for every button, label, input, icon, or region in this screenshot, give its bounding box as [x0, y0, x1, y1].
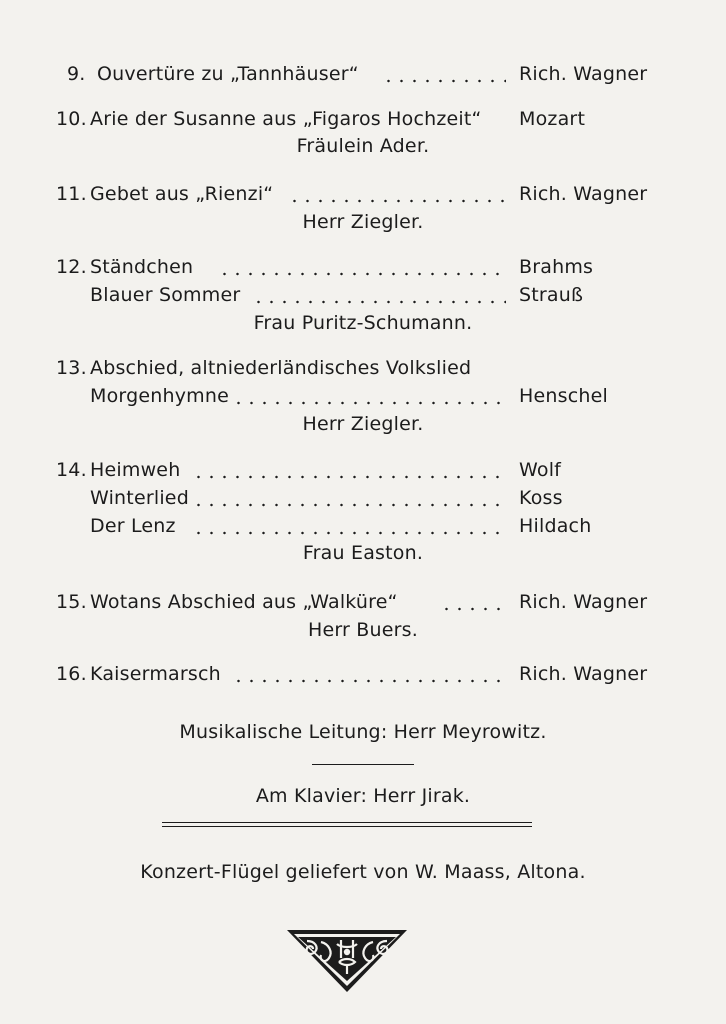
- item-number: 13.: [56, 357, 87, 379]
- leader-dots: [382, 79, 506, 83]
- leader-dots: [232, 679, 506, 683]
- composer: Rich. Wagner: [519, 663, 648, 685]
- piano-supplier: Konzert-Flügel geliefert von W. Maass, Altona.: [140, 861, 586, 883]
- composer: Strauß: [519, 284, 584, 306]
- performer: Herr Ziegler.: [302, 413, 424, 435]
- piece-title: Kaisermarsch: [90, 663, 221, 685]
- composer: Henschel: [519, 385, 608, 407]
- performer: Frau Puritz-Schumann.: [253, 312, 473, 334]
- leader-dots: [232, 401, 506, 405]
- piece-title: Ouvertüre zu „Tannhäuser“: [97, 63, 359, 85]
- leader-dots: [192, 531, 506, 535]
- piece-title: Morgenhymne: [90, 385, 230, 407]
- piece-title: Abschied, altniederländisches Volkslied: [90, 357, 472, 379]
- short-divider: [312, 764, 414, 765]
- triangle-ornament-icon: [285, 928, 409, 994]
- double-divider: [162, 822, 532, 827]
- composer: Wolf: [519, 459, 562, 481]
- piece-title: Heimweh: [90, 459, 181, 481]
- item-number: 15.: [56, 591, 87, 613]
- composer: Mozart: [519, 108, 586, 130]
- piece-title: Blauer Sommer: [90, 284, 241, 306]
- performer: Frau Easton.: [302, 542, 424, 564]
- piece-title: Der Lenz: [90, 515, 176, 537]
- piece-title: Gebet aus „Rienzi“: [90, 183, 274, 205]
- item-number: 12.: [56, 256, 87, 278]
- composer: Rich. Wagner: [519, 183, 648, 205]
- piano-accompanist: Am Klavier: Herr Jirak.: [255, 785, 471, 807]
- leader-dots: [252, 300, 506, 304]
- musical-direction: Musikalische Leitung: Herr Meyrowitz.: [179, 721, 547, 743]
- leader-dots: [192, 475, 506, 479]
- composer: Hildach: [519, 515, 592, 537]
- leader-dots: [440, 607, 506, 611]
- item-number: 11.: [56, 183, 87, 205]
- composer: Rich. Wagner: [519, 591, 648, 613]
- composer: Rich. Wagner: [519, 63, 648, 85]
- item-number: 9.: [67, 63, 86, 85]
- piece-title: Wotans Abschied aus „Walküre“: [90, 591, 398, 613]
- performer: Herr Ziegler.: [302, 211, 424, 233]
- performer: Herr Buers.: [307, 619, 419, 641]
- piece-title: Winterlied: [90, 487, 189, 509]
- composer: Brahms: [519, 256, 594, 278]
- leader-dots: [192, 503, 506, 507]
- item-number: 16.: [56, 663, 87, 685]
- piece-title: Arie der Susanne aus „Figaros Hochzeit“: [90, 108, 482, 130]
- leader-dots: [288, 199, 506, 203]
- item-number: 14.: [56, 459, 87, 481]
- piece-title: Ständchen: [90, 256, 194, 278]
- leader-dots: [218, 272, 506, 276]
- item-number: 10.: [56, 108, 87, 130]
- performer: Fräulein Ader.: [296, 135, 430, 157]
- composer: Koss: [519, 487, 563, 509]
